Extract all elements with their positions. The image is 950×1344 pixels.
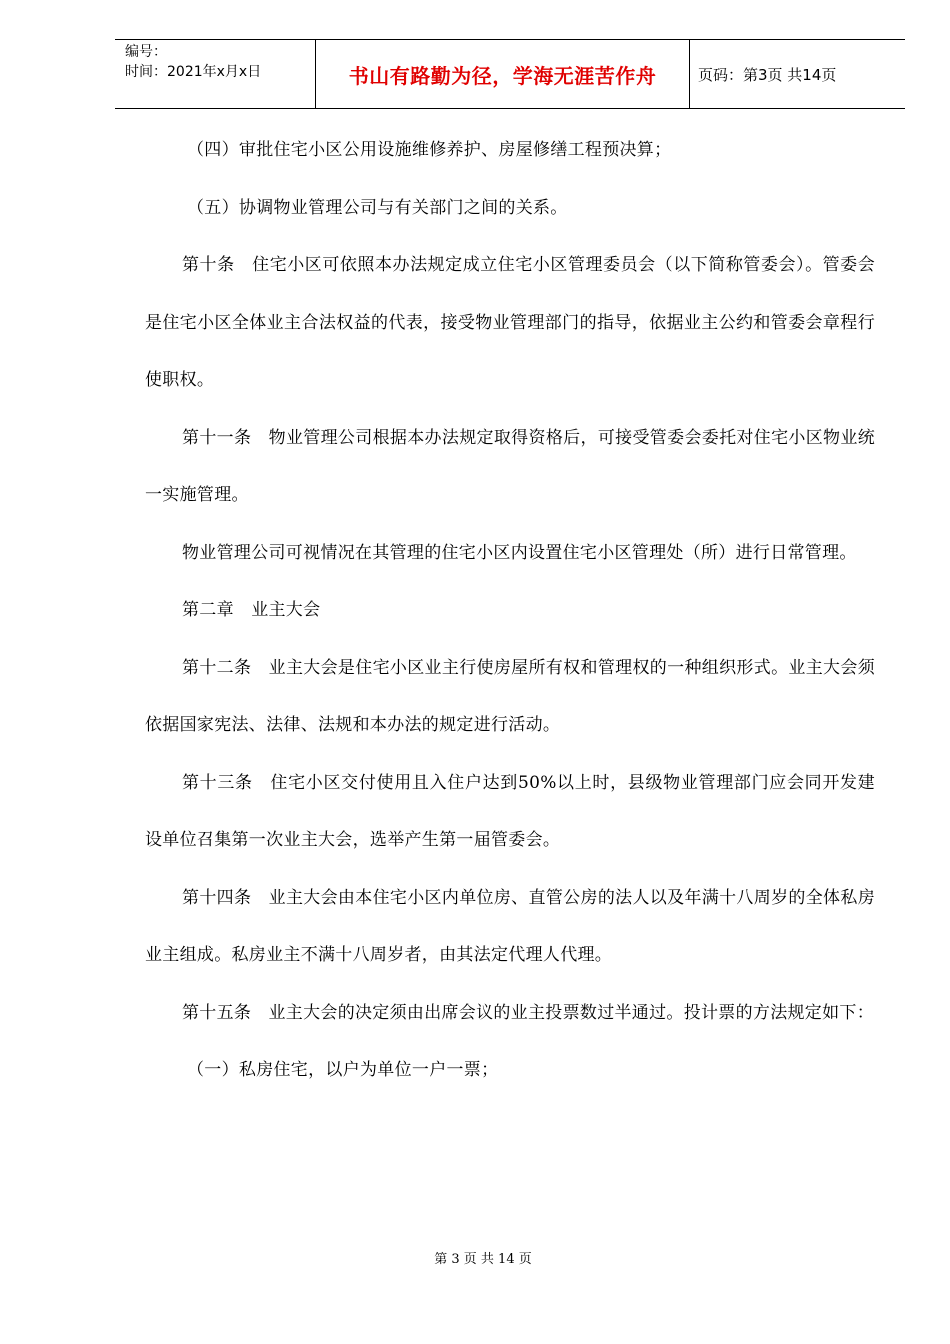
header-page-info: 页码：第3页 共14页	[698, 65, 837, 84]
paragraph: 物业管理公司可视情况在其管理的住宅小区内设置住宅小区管理处（所）进行日常管理。	[182, 542, 857, 563]
serial-number-label: 编号：	[125, 44, 167, 60]
paragraph: 第十三条 住宅小区交付使用且入住户达到50%以上时，县级物业管理部门应会同开发建设单位召集第一次业主大会，选举产生第一届管委会。	[145, 772, 875, 850]
paragraph: 第十四条 业主大会由本住宅小区内单位房、直管公房的法人以及年满十八周岁的全体私房业主组成。私房业主不满十八周岁者，由其法定代理人代理。	[145, 887, 875, 965]
page-header	[115, 39, 905, 109]
chapter-heading: 第二章 业主大会	[182, 600, 321, 620]
paragraph: （四）审批住宅小区公用设施维修养护、房屋修缮工程预决算；	[187, 140, 672, 160]
paragraph: 第十条 住宅小区可依照本办法规定成立住宅小区管理委员会（以下简称管委会）。管委会是住宅小区全体业主合法权益的代表，接受物业管理部门的指导，依据业主公约和管委会章程行使职权。	[145, 255, 875, 390]
date-label: 时间：2021年x月x日	[125, 64, 262, 80]
paragraph: （一）私房住宅，以户为单位一户一票；	[187, 1060, 499, 1080]
paragraph: 第十二条 业主大会是住宅小区业主行使房屋所有权和管理权的一种组织形式。业主大会须依据国家宪法、法律、法规和本办法的规定进行活动。	[145, 657, 875, 735]
document-body	[145, 122, 875, 1100]
paragraph: 第十五条 业主大会的决定须由出席会议的业主投票数过半通过。投计票的方法规定如下：	[182, 1002, 874, 1023]
paragraph: 第十一条 物业管理公司根据本办法规定取得资格后，可接受管委会委托对住宅小区物业统一实施管理。	[145, 427, 875, 505]
header-motto: 书山有路勤为径，学海无涯苦作舟	[316, 40, 690, 108]
paragraph: （五）协调物业管理公司与有关部门之间的关系。	[187, 197, 568, 218]
header-meta-cell	[115, 40, 316, 108]
page-footer: 第 3 页 共 14 页	[434, 1252, 532, 1267]
